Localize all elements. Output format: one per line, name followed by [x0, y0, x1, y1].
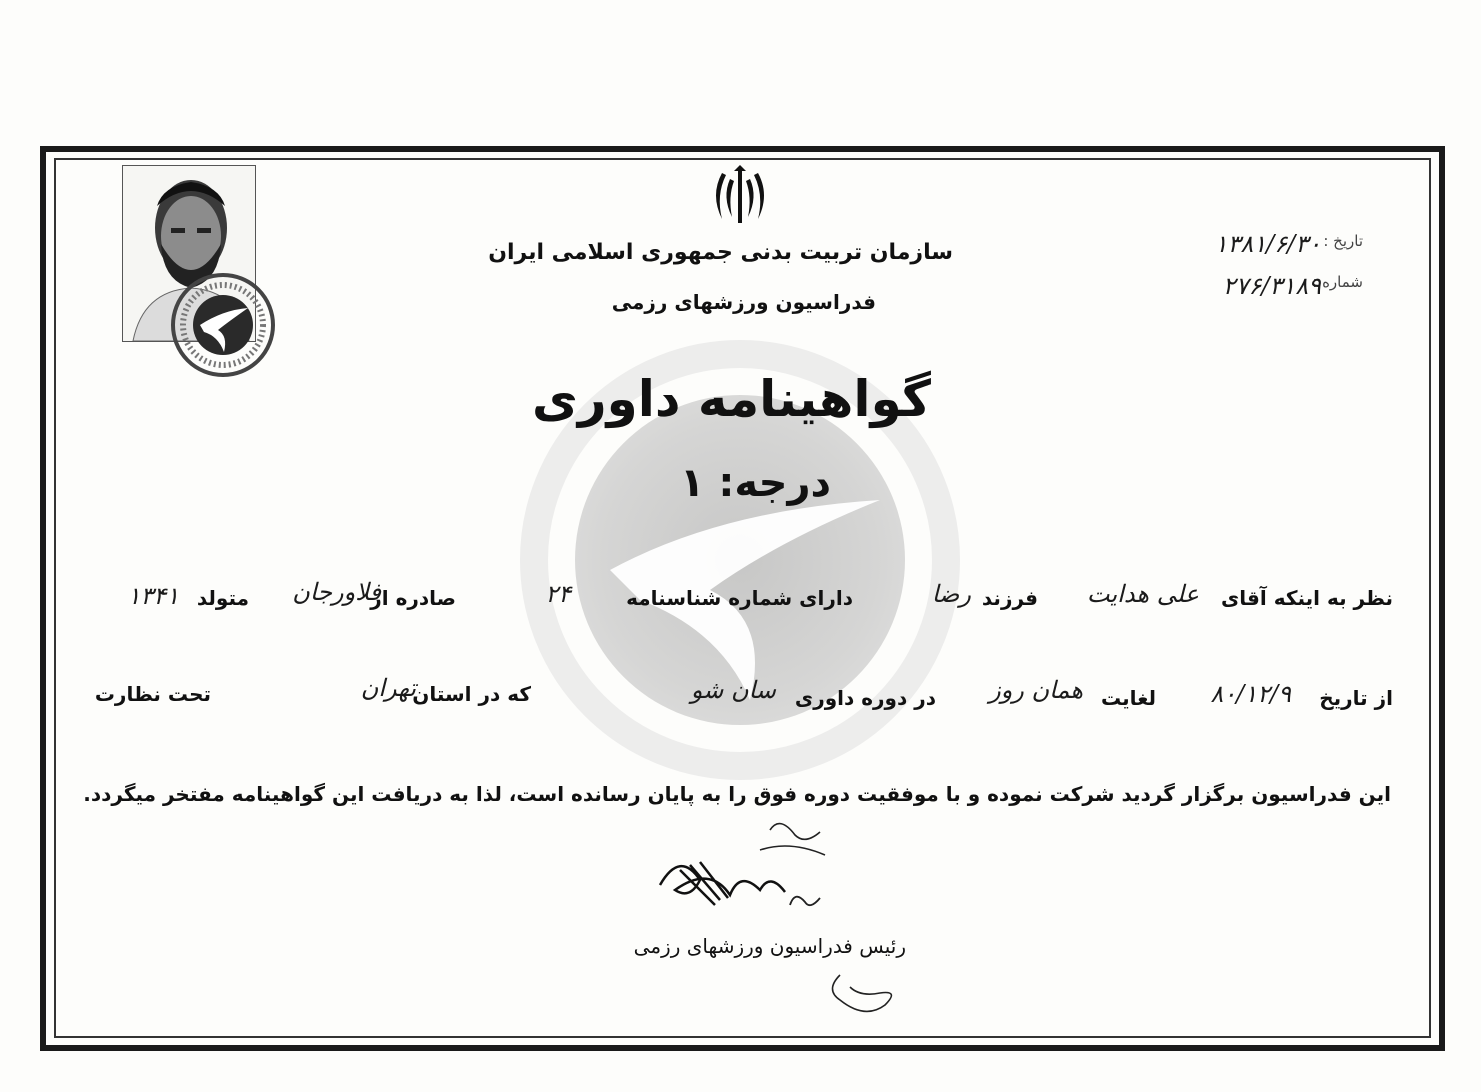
certificate-title: گواهینامه داوری	[532, 370, 931, 428]
date-value: ۱۳۸۱/۶/۳۰	[1214, 230, 1321, 258]
line2-text3: در دوره داوری	[794, 686, 936, 710]
issued-place: فلاورجان	[292, 578, 381, 606]
line1-text2: فرزند	[981, 586, 1038, 610]
id-number: ۲۴	[545, 580, 571, 608]
father-name: رضا	[931, 580, 971, 608]
organization-name: سازمان تربیت بدنی جمهوری اسلامی ایران	[488, 240, 953, 265]
completion-statement: این فدراسیون برگزار گردید شرکت نموده و با موفقیت دوره فوق را به پایان رسانده است، لذا به دریافت این گواهینامه مفتخر میگردد.	[83, 782, 1391, 806]
province-name: تهران	[360, 674, 416, 702]
to-date: همان روز	[989, 676, 1083, 704]
holder-name: علی هدایت	[1086, 580, 1199, 608]
number-label: شماره :	[1312, 273, 1363, 291]
date-label: تاریخ :	[1323, 232, 1363, 250]
from-date: ۸۰/۱۲/۹	[1210, 680, 1291, 708]
line2-text5: تحت نظارت	[94, 682, 211, 706]
signatory-title: رئیس فدراسیون ورزشهای رزمی	[633, 934, 906, 958]
handwritten-mark	[820, 965, 900, 1025]
line1-text3: دارای شماره شناسنامه	[626, 586, 853, 610]
line1-text1: نظر به اینکه آقای	[1220, 586, 1393, 610]
line2-text2: لغایت	[1101, 686, 1156, 710]
line1-text5: متولد	[196, 586, 249, 610]
federation-name: فدراسیون ورزشهای رزمی	[611, 290, 876, 314]
course-name: سان شو	[690, 676, 776, 704]
birth-year: ۱۳۴۱	[127, 582, 179, 610]
line2-text4: که در استان	[412, 682, 531, 706]
certificate-degree: درجه: ۱	[680, 460, 831, 506]
handwritten-signature	[620, 810, 860, 920]
federation-seal-icon	[168, 270, 278, 380]
iran-emblem-icon	[708, 165, 772, 227]
number-value: ۲۷۶/۳۱۸۹	[1222, 272, 1321, 300]
line1-text4: صادره از	[370, 586, 456, 610]
line2-text1: از تاریخ	[1319, 686, 1393, 710]
